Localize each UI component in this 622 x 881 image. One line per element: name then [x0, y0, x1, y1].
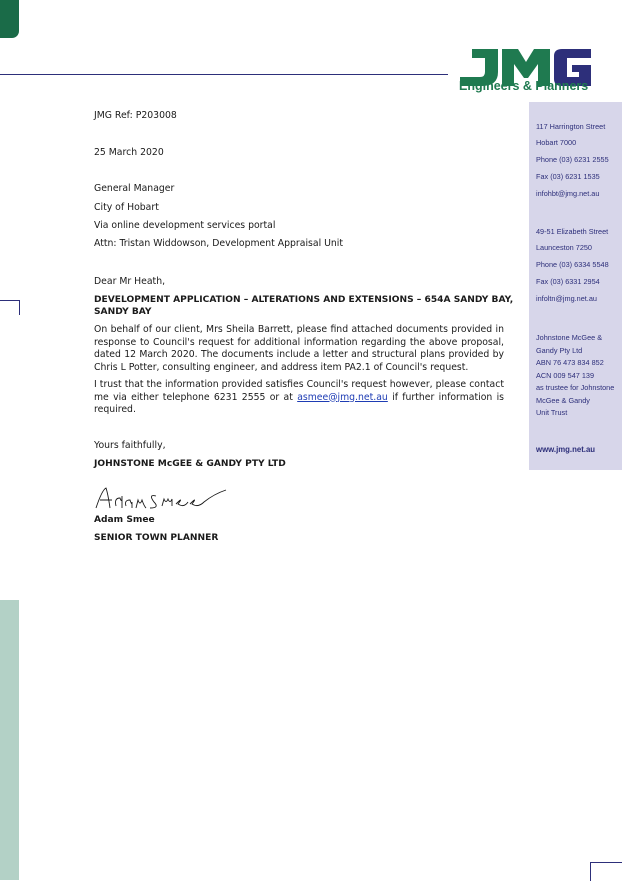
body-paragraph	[94, 324, 504, 374]
email-link[interactable]: asmee@jmg.net.au	[297, 391, 388, 403]
body-line: response to Council's request for additional information regarding the above proposal,	[94, 336, 504, 348]
hobart-fax: Fax (03) 6231 1535	[536, 172, 600, 181]
recipient-line: Via online development services portal	[94, 220, 276, 231]
handwritten-signature	[92, 484, 232, 514]
corner-tab	[0, 0, 19, 38]
body-line: On behalf of our client, Mrs Sheila Barrett, please find attached documents provided in	[94, 324, 504, 335]
company-line: Unit Trust	[536, 408, 568, 417]
salutation: Dear Mr Heath,	[94, 276, 166, 287]
company-line: Johnstone McGee &	[536, 333, 603, 342]
launceston-fax: Fax (03) 6331 2954	[536, 277, 600, 286]
company-line: Gandy Pty Ltd	[536, 346, 583, 355]
left-color-strip	[0, 600, 19, 880]
company-line: as trustee for Johnstone	[536, 383, 615, 392]
launceston-email[interactable]: infoltn@jmg.net.au	[536, 294, 597, 303]
hobart-email[interactable]: infohbt@jmg.net.au	[536, 189, 600, 198]
website-link[interactable]: www.jmg.net.au	[536, 445, 596, 454]
subject-line: DEVELOPMENT APPLICATION – ALTERATIONS AND EXTENSIONS – 654A SANDY BAY,	[94, 295, 514, 305]
body-line: I trust that the information provided satisfies Council's request however, please contact	[94, 379, 504, 390]
launceston-address: 49-51 Elizabeth Street	[536, 227, 609, 236]
fold-mark	[0, 300, 20, 315]
body-text: if further information is	[392, 391, 504, 403]
recipient-line: City of Hobart	[94, 202, 159, 213]
abn: ABN 76 473 834 852	[536, 358, 604, 367]
corner-mark	[590, 862, 622, 881]
body-paragraph	[94, 379, 504, 417]
recipient-line: Attn: Tristan Widdowson, Development Appraisal Unit	[94, 238, 344, 249]
signatory-title: SENIOR TOWN PLANNER	[94, 533, 219, 543]
hobart-address: 117 Harrington Street	[536, 122, 606, 131]
body-line: required.	[94, 404, 136, 415]
body-line: Chris L Potter, consulting engineer, and address item PA2.1 of Council's request.	[94, 361, 469, 373]
signatory-name: Adam Smee	[94, 515, 155, 525]
letter-date: 25 March 2020	[94, 147, 164, 158]
reference: JMG Ref: P203008	[94, 110, 177, 121]
logo-tagline: Engineers & Planners	[459, 79, 589, 93]
company-line: McGee & Gandy	[536, 396, 590, 405]
launceston-phone: Phone (03) 6334 5548	[536, 260, 609, 269]
body-text: me via either telephone 6231 2555 or at	[94, 391, 293, 403]
body-line	[94, 392, 504, 405]
company-signature-line: JOHNSTONE McGEE & GANDY PTY LTD	[94, 459, 286, 469]
launceston-city: Launceston 7250	[536, 243, 592, 252]
hobart-city: Hobart 7000	[536, 138, 577, 147]
body-line: dated 12 March 2020. The documents include a letter and structural plans provided by	[94, 349, 504, 360]
closing: Yours faithfully,	[94, 440, 166, 451]
hobart-phone: Phone (03) 6231 2555	[536, 155, 609, 164]
subject-line: SANDY BAY	[94, 307, 152, 317]
recipient-line: General Manager	[94, 183, 175, 194]
header-rule	[0, 74, 448, 75]
acn: ACN 009 547 139	[536, 371, 595, 380]
